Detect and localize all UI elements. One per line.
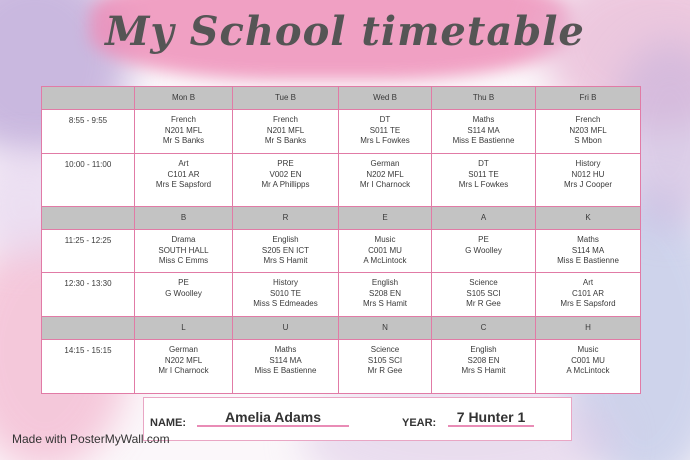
break-letter: A [432, 207, 536, 230]
subject: Maths [472, 115, 495, 124]
day-header: Thu B [432, 87, 536, 110]
room: S114 MA [467, 125, 500, 135]
room: S205 EN ICT [261, 245, 310, 255]
room: G Woolley [465, 245, 502, 255]
teacher: Mrs E Sapsford [155, 180, 212, 189]
teacher: Mrs J Cooper [563, 180, 612, 189]
lunch-letter: H [536, 317, 641, 340]
lesson-cell [339, 273, 432, 317]
day-header: Fri B [536, 87, 641, 110]
room: S114 MA [571, 245, 605, 255]
subject: History [273, 278, 298, 287]
room: N012 HU [571, 169, 605, 179]
teacher: Miss E Bastienne [452, 136, 515, 145]
lunch-letter: C [432, 317, 536, 340]
teacher: Mr I Charnock [359, 180, 411, 189]
lesson-cell [432, 154, 536, 207]
lesson-cell [233, 340, 339, 394]
break-letter: K [536, 207, 641, 230]
period-row [42, 273, 641, 317]
teacher: Mrs E Sapsford [560, 299, 616, 308]
room: C101 AR [571, 288, 605, 298]
lesson-cell [536, 230, 641, 273]
subject: PE [178, 278, 189, 287]
lunch-row [42, 317, 641, 340]
day-header: Mon B [135, 87, 233, 110]
lesson-cell [432, 273, 536, 317]
room: S010 TE [270, 288, 301, 298]
room: N203 MFL [569, 125, 607, 135]
student-info-box [143, 397, 572, 441]
subject: PE [478, 235, 489, 244]
lesson-cell [135, 273, 233, 317]
teacher: Mrs L Fowkes [360, 136, 410, 145]
day-header: Wed B [339, 87, 432, 110]
teacher: Mrs S Hamit [461, 366, 506, 375]
room: S105 SCI [367, 355, 403, 365]
subject: Science [370, 345, 400, 354]
break-row [42, 207, 641, 230]
lunch-cell [42, 317, 135, 340]
room: S011 TE [369, 125, 401, 135]
teacher: Miss S Edmeades [253, 299, 318, 308]
teacher: Mr A Phillipps [261, 180, 310, 189]
teacher: Mr I Charnock [158, 366, 209, 375]
period-row [42, 110, 641, 154]
year-value: 7 Hunter 1 [448, 409, 534, 427]
lunch-letter: N [339, 317, 432, 340]
room: N202 MFL [164, 355, 203, 365]
corner-cell [42, 87, 135, 110]
teacher: A McLintock [566, 366, 610, 375]
break-letter: E [339, 207, 432, 230]
lesson-cell [233, 154, 339, 207]
period-row [42, 230, 641, 273]
timetable [41, 86, 641, 394]
subject: Science [469, 278, 498, 287]
subject: DT [478, 159, 489, 168]
lesson-cell [135, 230, 233, 273]
teacher: Mrs S Hamit [263, 256, 308, 265]
lesson-cell [339, 340, 432, 394]
day-header: Tue B [233, 87, 339, 110]
room: N202 MFL [366, 169, 404, 179]
subject: Drama [171, 235, 196, 244]
teacher: Miss C Emms [158, 256, 209, 265]
lesson-cell [536, 273, 641, 317]
lesson-cell [233, 230, 339, 273]
room: SOUTH HALL [158, 245, 209, 255]
subject: Maths [577, 235, 599, 244]
room: S208 EN [467, 355, 500, 365]
credit-text: Made with PosterMyWall.com [12, 432, 170, 446]
lunch-letter: L [135, 317, 233, 340]
subject: English [272, 235, 299, 244]
room: N201 MFL [164, 125, 203, 135]
break-cell [42, 207, 135, 230]
subject: Music [577, 345, 599, 354]
period-time: 12:30 - 13:30 [42, 273, 135, 317]
room: C101 AR [167, 169, 200, 179]
subject: French [171, 115, 196, 124]
lesson-cell [432, 340, 536, 394]
room: C001 MU [368, 245, 402, 255]
subject: English [470, 345, 497, 354]
lesson-cell [339, 154, 432, 207]
room: S105 SCI [466, 288, 501, 298]
break-letter: B [135, 207, 233, 230]
lesson-cell [536, 340, 641, 394]
subject: French [273, 115, 298, 124]
teacher: Mrs L Fowkes [458, 180, 509, 189]
subject: German [169, 345, 198, 354]
lesson-cell [135, 340, 233, 394]
period-time: 10:00 - 11:00 [42, 154, 135, 207]
lesson-cell [339, 110, 432, 154]
teacher: Mr R Gee [367, 366, 403, 375]
subject: German [370, 159, 400, 168]
period-time: 8:55 - 9:55 [42, 110, 135, 154]
lesson-cell [432, 110, 536, 154]
subject: Art [178, 159, 189, 168]
teacher: Mr S Banks [264, 136, 307, 145]
room: N201 MFL [266, 125, 305, 135]
teacher: S Mbon [574, 136, 602, 145]
page-title: My School timetable [105, 8, 585, 55]
subject: PRE [277, 159, 294, 168]
lesson-cell [233, 273, 339, 317]
lunch-letter: U [233, 317, 339, 340]
subject: Music [374, 235, 396, 244]
subject: DT [379, 115, 391, 124]
teacher: Mr S Banks [162, 136, 205, 145]
room: C001 MU [571, 355, 605, 365]
day-header-row [42, 87, 641, 110]
teacher: Mrs S Hamit [363, 299, 407, 308]
teacher: Mr R Gee [466, 299, 501, 308]
period-row [42, 154, 641, 207]
teacher: Miss E Bastienne [254, 366, 317, 375]
name-value: Amelia Adams [197, 409, 349, 427]
room: S114 MA [269, 355, 302, 365]
subject: Maths [274, 345, 297, 354]
lesson-cell [135, 110, 233, 154]
subject: History [575, 159, 601, 168]
lesson-cell [339, 230, 432, 273]
lesson-cell [432, 230, 536, 273]
lesson-cell [536, 154, 641, 207]
room: V002 EN [269, 169, 302, 179]
room: S208 EN [368, 288, 402, 298]
lesson-cell [233, 110, 339, 154]
teacher: A McLintock [363, 256, 407, 265]
lesson-cell [536, 110, 641, 154]
subject: French [575, 115, 601, 124]
room: G Woolley [165, 288, 202, 298]
subject: English [371, 278, 399, 287]
period-time: 11:25 - 12:25 [42, 230, 135, 273]
period-row [42, 340, 641, 394]
period-time: 14:15 - 15:15 [42, 340, 135, 394]
year-label: YEAR: [402, 417, 437, 429]
subject: Art [582, 278, 594, 287]
room: S011 TE [468, 169, 499, 179]
teacher: Miss E Bastienne [557, 256, 619, 265]
name-label: NAME: [150, 417, 187, 429]
lesson-cell [135, 154, 233, 207]
break-letter: R [233, 207, 339, 230]
